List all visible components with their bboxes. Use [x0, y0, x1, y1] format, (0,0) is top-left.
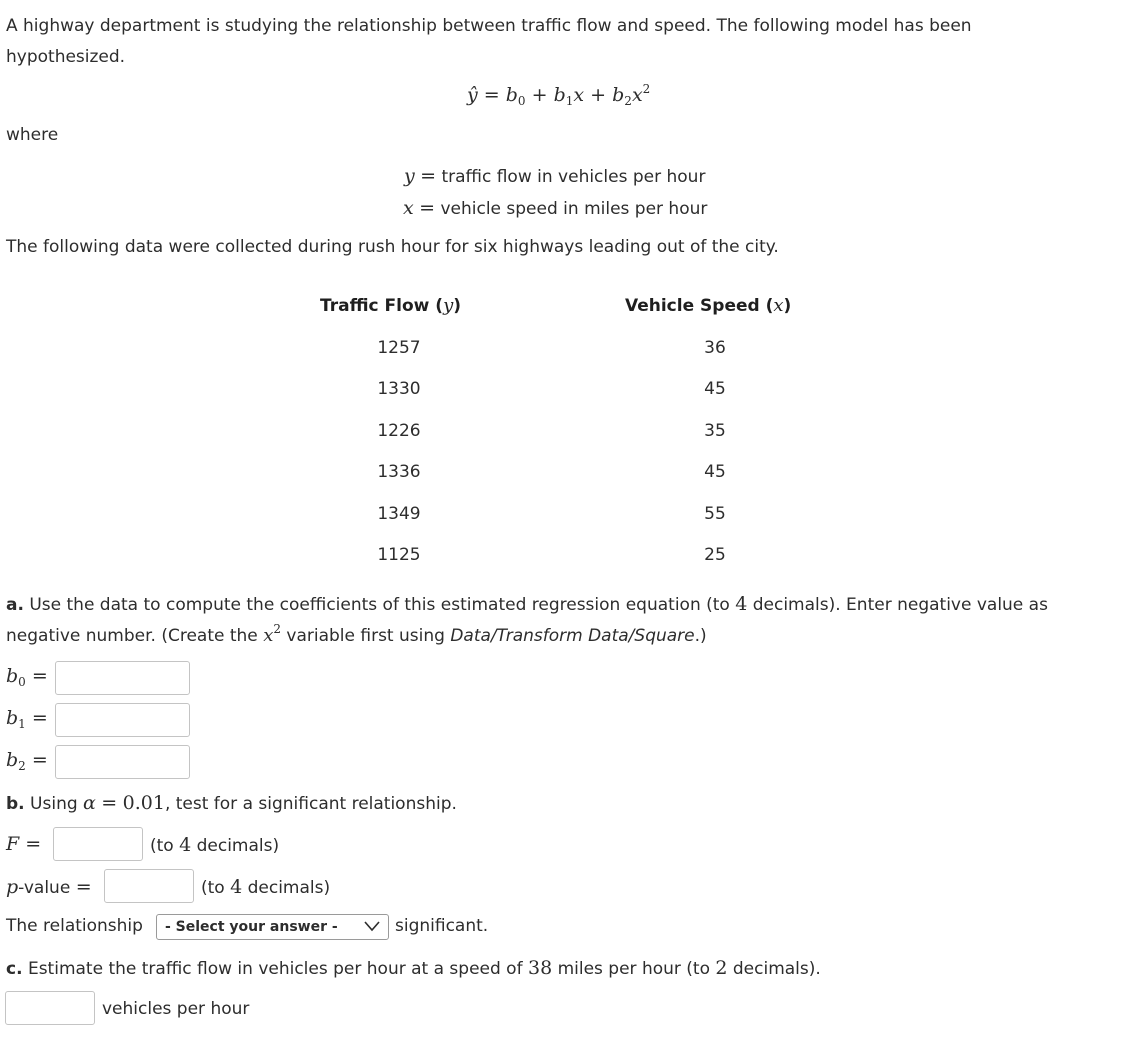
relationship-select[interactable]	[156, 914, 389, 940]
p-value-label: p-value =	[6, 876, 92, 898]
f-decimals-note: (to 4 decimals)	[150, 834, 280, 856]
f-label: F =	[6, 833, 42, 855]
plus-sign: +	[590, 84, 607, 106]
plus-sign: +	[531, 84, 548, 106]
where-label: where	[6, 125, 59, 145]
definition-y: y = traffic flow in vehicles per hour	[404, 165, 706, 187]
equals-sign: =	[483, 84, 500, 106]
intro-line-1: A highway department is studying the relationship between traffic flow and speed. The following model has been	[6, 16, 972, 36]
speed-cell: 55	[704, 504, 726, 524]
b1-input[interactable]	[55, 703, 190, 737]
b2x2-term: $b_2x^2$	[612, 82, 651, 108]
speed-cell: 45	[704, 462, 726, 482]
b1x-term: $b_1x$	[553, 84, 585, 108]
b0-term: $b_0$	[505, 84, 526, 108]
relationship-select-value: - Select your answer -	[165, 919, 338, 935]
part-b-question: b. Using α = 0.01, test for a significant relationship.	[6, 792, 457, 814]
vehicles-per-hour-unit: vehicles per hour	[102, 999, 250, 1019]
b2-input[interactable]	[55, 745, 190, 779]
definition-x: x = vehicle speed in miles per hour	[403, 197, 708, 219]
p-value-input[interactable]	[104, 869, 194, 903]
flow-cell: 1349	[377, 504, 421, 524]
flow-cell: 1125	[377, 545, 421, 565]
speed-cell: 35	[704, 421, 726, 441]
flow-cell: 1257	[377, 338, 421, 358]
intro-line-2: hypothesized.	[6, 47, 126, 67]
b0-label: $b_0$ =	[6, 665, 48, 689]
flow-cell: 1330	[377, 379, 421, 399]
chevron-down-icon	[364, 920, 380, 936]
b0-input[interactable]	[55, 661, 190, 695]
f-input[interactable]	[53, 827, 143, 861]
part-a-line-2: negative number. (Create the $x^2$ variable first using Data/Transform Data/Square.)	[6, 622, 707, 646]
relationship-label: The relationship	[6, 916, 143, 936]
flow-cell: 1226	[377, 421, 421, 441]
header-traffic-flow: Traffic Flow (y)	[320, 295, 462, 316]
b2-label: $b_2$ =	[6, 749, 48, 773]
traffic-flow-estimate-input[interactable]	[5, 991, 95, 1025]
yhat-symbol: ŷ	[467, 84, 478, 106]
flow-cell: 1336	[377, 462, 421, 482]
significant-label: significant.	[395, 916, 489, 936]
b1-label: $b_1$ =	[6, 707, 48, 731]
speed-cell: 25	[704, 545, 726, 565]
speed-cell: 36	[704, 338, 726, 358]
model-equation	[467, 84, 650, 106]
header-vehicle-speed: Vehicle Speed (x)	[625, 295, 792, 316]
data-intro: The following data were collected during rush hour for six highways leading out of the city.	[6, 237, 779, 257]
part-a-line-1: a. Use the data to compute the coefficients of this estimated regression equation (to 4 decimals). Enter negative value as	[6, 593, 1048, 615]
part-c-question: c. Estimate the traffic flow in vehicles per hour at a speed of 38 miles per hour (to 2 decimals).	[6, 957, 821, 979]
speed-cell: 45	[704, 379, 726, 399]
p-decimals-note: (to 4 decimals)	[201, 876, 331, 898]
